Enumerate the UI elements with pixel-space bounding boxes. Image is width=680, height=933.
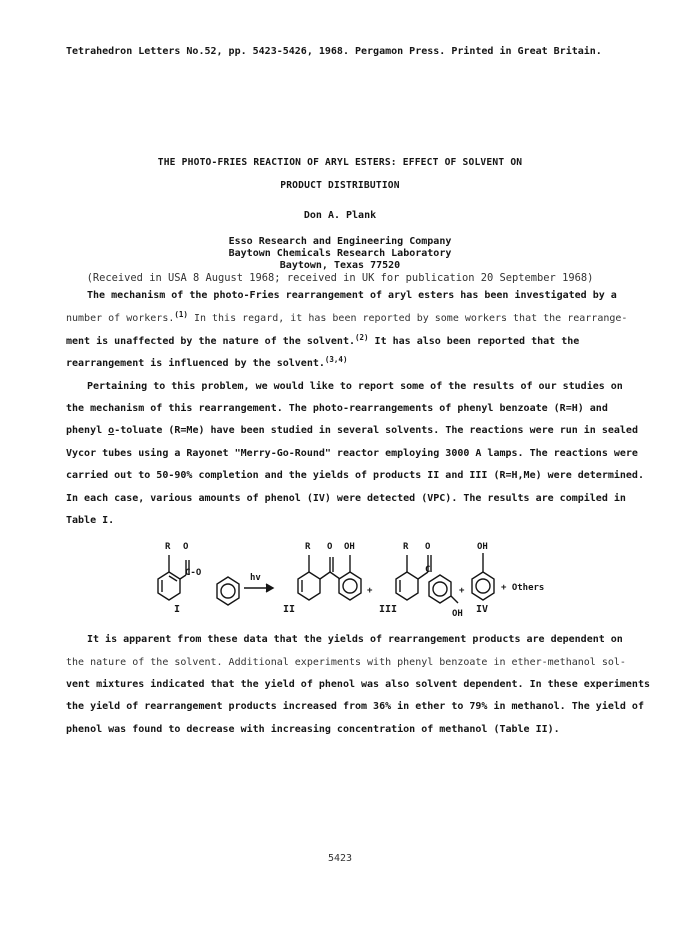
scheme-o-1: O	[183, 542, 189, 552]
scheme-r-2: R	[305, 542, 311, 552]
compound-label-II: II	[283, 604, 296, 615]
para1-line-1: The mechanism of the photo-Fries rearrangement of aryl esters has been investigated by a	[87, 290, 617, 301]
para2-line-3-end: -toluate (R=Me) have been studied in several solvents. The reactions were run in sealed	[114, 425, 638, 436]
para1-line-3-start: ment is unaffected by the nature of the solvent.	[66, 336, 355, 347]
reaction-scheme-drawing	[158, 553, 494, 605]
benzene-ring-icon	[472, 572, 494, 600]
compound-label-I: I	[174, 604, 181, 615]
para1-line-2-start: number of workers.	[66, 313, 175, 324]
benzene-ring-icon	[429, 575, 451, 603]
scheme-c-3: C	[425, 565, 431, 575]
citation-ref-3-4: (3,4)	[324, 355, 348, 364]
scheme-r-1: R	[165, 542, 171, 552]
citation-ref-2: (2)	[354, 333, 369, 342]
affiliation-line-2: Baytown Chemicals Research Laboratory	[228, 248, 452, 259]
para2-line-3-start: phenyl	[66, 425, 109, 436]
compound-label-IV: IV	[476, 604, 489, 615]
scheme-hv: hv	[250, 573, 261, 583]
scheme-oh-2: OH	[344, 542, 355, 552]
benzene-ring-icon	[298, 572, 320, 600]
para1-line-4	[66, 355, 348, 370]
para1-line-3-end: It has also been reported that the	[368, 336, 580, 347]
compound-label-III: III	[379, 604, 398, 615]
article-title-line-1: THE PHOTO-FRIES REACTION OF ARYL ESTERS: EFFECT OF SOLVENT ON	[157, 157, 523, 168]
page-number: 5423	[327, 853, 353, 864]
para2-line-2: the mechanism of this rearrangement. The photo-rearrangements of phenyl benzoate (R=H) and	[66, 403, 608, 414]
para1-line-2-end: In this regard, it has been reported by some workers that the rearrange-	[187, 313, 628, 324]
para1-line-3	[66, 333, 580, 348]
affiliation-line-3: Baytown, Texas 77520	[279, 260, 401, 271]
benzene-ring-icon	[339, 572, 361, 600]
para2-line-1: Pertaining to this problem, we would like to report some of the results of our studies on	[87, 381, 623, 392]
para1-line-2	[66, 310, 628, 325]
scheme-r-3: R	[403, 542, 409, 552]
para2-line-5: carried out to 50-90% completion and the yields of products II and III (R=H,Me) were determined.	[66, 470, 644, 481]
para3-line-4: the yield of rearrangement products increased from 36% in ether to 79% in methanol. The yield of	[66, 701, 644, 712]
article-title-line-2: PRODUCT DISTRIBUTION	[280, 180, 400, 191]
affiliation-line-1: Esso Research and Engineering Company	[228, 236, 452, 247]
scheme-oh-3: OH	[452, 609, 463, 619]
para3-line-2: the nature of the solvent. Additional experiments with phenyl benzoate in ether-methanol sol-	[66, 657, 626, 668]
scheme-o-2: O	[327, 542, 333, 552]
citation-ref-1: (1)	[174, 310, 188, 319]
journal-header: Tetrahedron Letters No.52, pp. 5423-5426, 1968. Pergamon Press. Printed in Great Britain.	[66, 46, 602, 57]
para2-line-6: In each case, various amounts of phenol (IV) were detected (VPC). The results are compiled in	[66, 493, 626, 504]
para2-line-7: Table I.	[66, 515, 115, 526]
scheme-c-o: C-O	[185, 568, 202, 578]
para3-line-3: vent mixtures indicated that the yield of phenol was also solvent dependent. In these experiments	[66, 679, 650, 690]
author-name: Don A. Plank	[303, 210, 377, 221]
scheme-o-3: O	[425, 542, 431, 552]
para2-line-3	[66, 425, 638, 437]
para3-line-5: phenol was found to decrease with increasing concentration of methanol (Table II).	[66, 724, 560, 735]
scheme-oh-4: OH	[477, 542, 488, 552]
scheme-plus-1: +	[367, 586, 373, 596]
para3-line-1: It is apparent from these data that the yields of rearrangement products are dependent on	[87, 634, 623, 645]
reaction-scheme	[140, 535, 550, 623]
scheme-others: + Others	[501, 583, 545, 593]
ortho-prefix: o	[108, 425, 115, 436]
received-dates: (Received in USA 8 August 1968; received in UK for publication 20 September 1968)	[86, 272, 594, 284]
para1-line-4-start: rearrangement is influenced by the solvent.	[66, 358, 325, 369]
scheme-plus-2: +	[459, 586, 465, 596]
para2-line-4: Vycor tubes using a Rayonet "Merry-Go-Round" reactor employing 3000 A lamps. The reactions were	[66, 448, 638, 459]
